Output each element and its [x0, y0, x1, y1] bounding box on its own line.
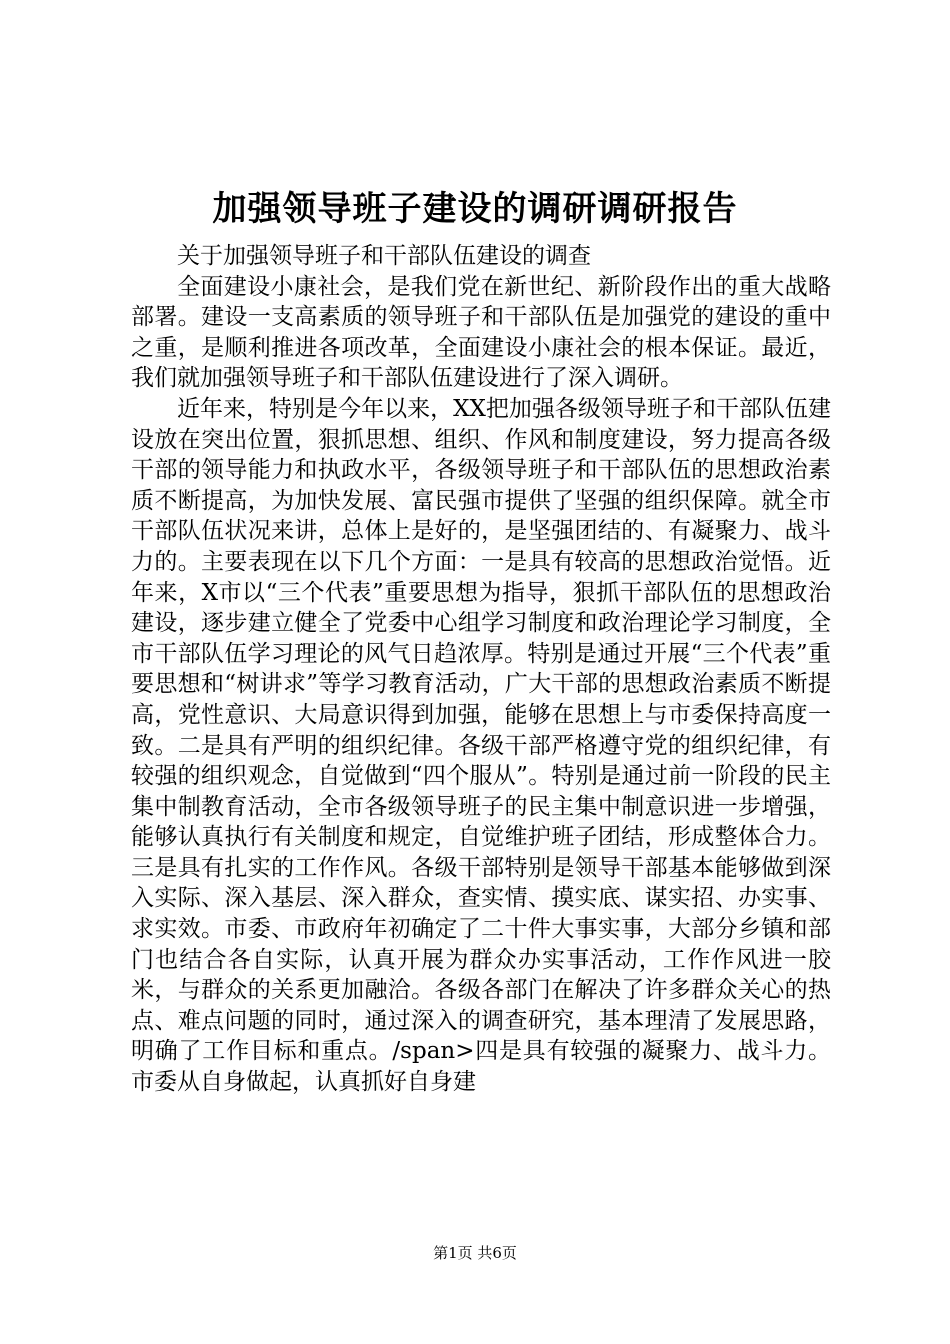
- subtitle-paragraph: 关于加强领导班子和干部队伍建设的调查: [177, 243, 591, 269]
- body-paragraph: 全面建设小康社会，是我们党在新世纪、新阶段作出的重大战略部署。建设一支高素质的领导班子和干部队伍是加强党的建设的重中之重，是顺利推进各项改革，全面建设小康社会的根本保证。最近，我们就加强领导班子和干部队伍建设进行了深入调研。: [131, 273, 831, 392]
- document-title: 加强领导班子建设的调研调研报告: [212, 189, 738, 229]
- page-number: 第1页 共6页: [433, 1244, 517, 1262]
- document-body: [131, 241, 831, 1098]
- body-paragraph: 近年来，特别是今年以来，XX把加强各级领导班子和干部队伍建设放在突出位置，狠抓思想、组织、作风和制度建设，努力提高各级干部的领导能力和执政水平，各级领导班子和干部队伍的思想政治素质不断提高，为加快发展、富民强市提供了坚强的组织保障。就全市干部队伍状况来讲，总体上是好的，是坚强团结的、有凝聚力、战斗力的。主要表现在以下几个方面：一是具有较高的思想政治觉悟。近年来，X市以“三个代表”重要思想为指导，狠抓干部队伍的思想政治建设，逐步建立健全了党委中心组学习制度和政治理论学习制度，全市干部队伍学习理论的风气日趋浓厚。特别是通过开展“三个代表”重要思想和“树讲求”等学习教育活动，广大干部的思想政治素质不断提高，党性意识、大局意识得到加强，能够在思想上与市委保持高度一致。二是具有严明的组织纪律。各级干部严格遵守党的组织纪律，有较强的组织观念，自觉做到“四个服从”。特别是通过前一阶段的民主集中制教育活动，全市各级领导班子的民主集中制意识进一步增强，能够认真执行有关制度和规定，自觉维护班子团结，形成整体合力。三是具有扎实的工作作风。各级干部特别是领导干部基本能够做到深入实际、深入基层、深入群众，查实情、摸实底、谋实招、办实事、求实效。市委、市政府年初确定了二十件大事实事，大部分乡镇和部门也结合各自实际，认真开展为群众办实事活动，工作作风进一胶米，与群众的关系更加融洽。各级各部门在解决了许多群众关心的热点、难点问题的同时，通过深入的调查研究，基本理清了发展思路，明确了工作目标和重点。/span>四是具有较强的凝聚力、战斗力。市委从自身做起，认真抓好自身建: [131, 395, 831, 1096]
- page-footer: [0, 1243, 950, 1263]
